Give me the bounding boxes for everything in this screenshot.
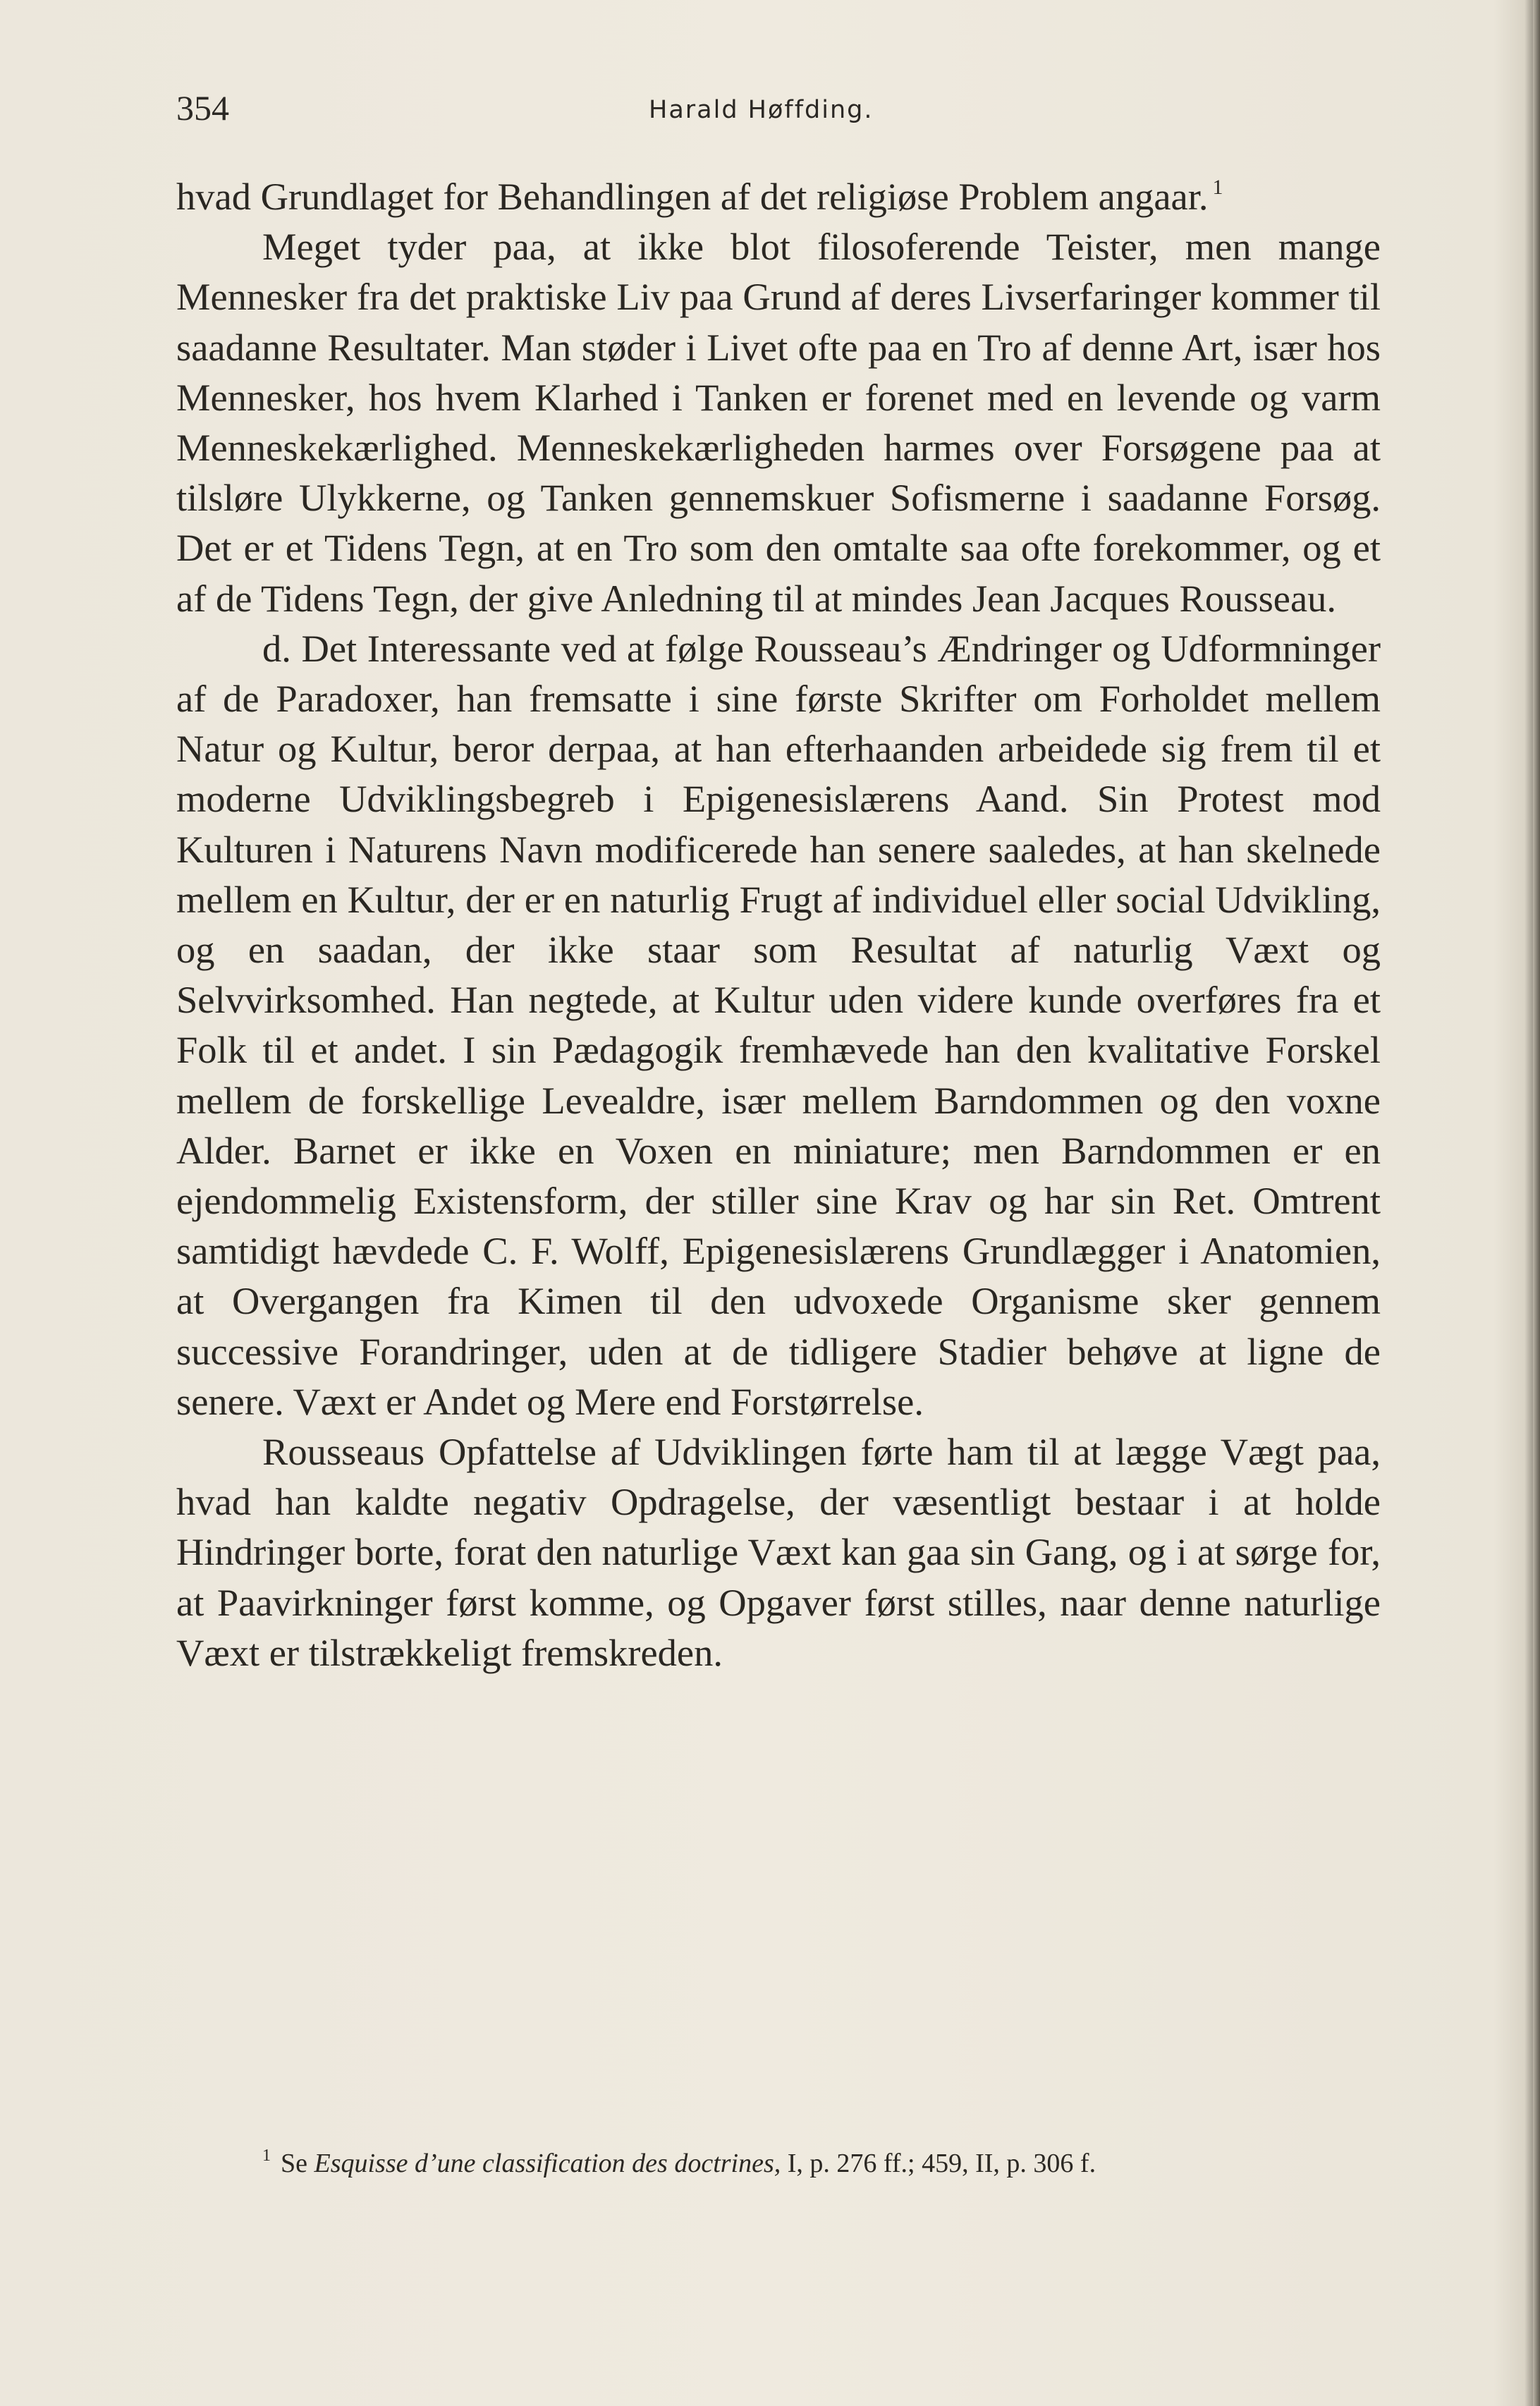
running-head: Harald Høffding. <box>649 96 874 124</box>
footnote-reference: 1 <box>1212 176 1223 199</box>
footnote-rest: I, p. 276 ff.; 459, II, p. 306 f. <box>787 2149 1096 2178</box>
page-edge <box>1533 0 1540 2406</box>
page-number: 354 <box>176 88 229 128</box>
paragraph-3: d. Det Interessante ved at følge Rousseau’s Ændringer og Udformninger af de Paradoxer, han fremsatte i sine første Skrifter om Forholdet mellem Natur og Kultur, beror derpaa, at han efterhaanden arbeidede sig frem til et moderne Udviklingsbegreb i Epigenesislærens Aand. Sin Protest mod Kulturen i Naturens Navn modificerede han senere saaledes, at han skelnede mellem en Kultur, der er en naturlig Frugt af individuel eller social Udvikling, og en saadan, der ikke staar som Resultat af naturlig Væxt og Selvvirksomhed. Han negtede, at Kultur uden videre kunde overføres fra et Folk til et andet. I sin Pædagogik fremhævede han den kvalitative Forskel mellem de forskellige Levealdre, især mellem Barndommen og den voxne Alder. Barnet er ikke en Voxen en miniature; men Barndommen er en ejendommelig Existensform, der stiller sine Krav og har sin Ret. Omtrent samtidigt hævdede C. F. Wolff, Epigenesislærens Grundlægger i Anatomien, at Overgangen fra Kimen til den udvoxede Organisme sker gennem successive Forandringer, uden at de tidligere Stadier behøve at ligne de senere. Væxt er Andet og Mere end Forstørrelse. <box>176 626 1381 1423</box>
footnote-marker: 1 <box>262 2147 271 2165</box>
paragraph-1-text: hvad Grundlaget for Behandlingen af det religiøse Problem angaar. <box>176 175 1209 218</box>
body-text <box>176 171 1381 1678</box>
page-header <box>176 87 1381 137</box>
paragraph-2: Meget tyder paa, at ikke blot filosoferende Teister, men mange Mennesker fra det praktiske Liv paa Grund af deres Livserfaringer kommer til saadanne Resultater. Man støder i Livet ofte paa en Tro af denne Art, især hos Mennesker, hos hvem Klarhed i Tanken er forenet med en levende og varm Menneskekærlighed. Menneskekærligheden harmes over Forsøgene paa at tilsløre Ulykkerne, og Tanken gennemskuer Sofismerne i saadanne Forsøg. Det er et Tidens Tegn, at en Tro som den omtalte saa ofte forekommer, og et af de Tidens Tegn, der give Anledning til at mindes Jean Jacques Rousseau. <box>176 225 1381 620</box>
footnote-title: Esquisse d’une classification des doctrines, <box>314 2149 781 2178</box>
footnote <box>262 2144 1391 2183</box>
paragraph-1 <box>176 171 1381 221</box>
footnote-lead: Se <box>281 2149 307 2178</box>
paragraph-4: Rousseaus Opfattelse af Udviklingen førte ham til at lægge Vægt paa, hvad han kaldte negativ Opdragelse, der væsentligt bestaar i at holde Hindringer borte, forat den naturlige Væxt kan gaa sin Gang, og i at sørge for, at Paavirkninger først komme, og Opgaver først stilles, naar denne naturlige Væxt er tilstrækkeligt fremskreden. <box>176 1430 1381 1674</box>
